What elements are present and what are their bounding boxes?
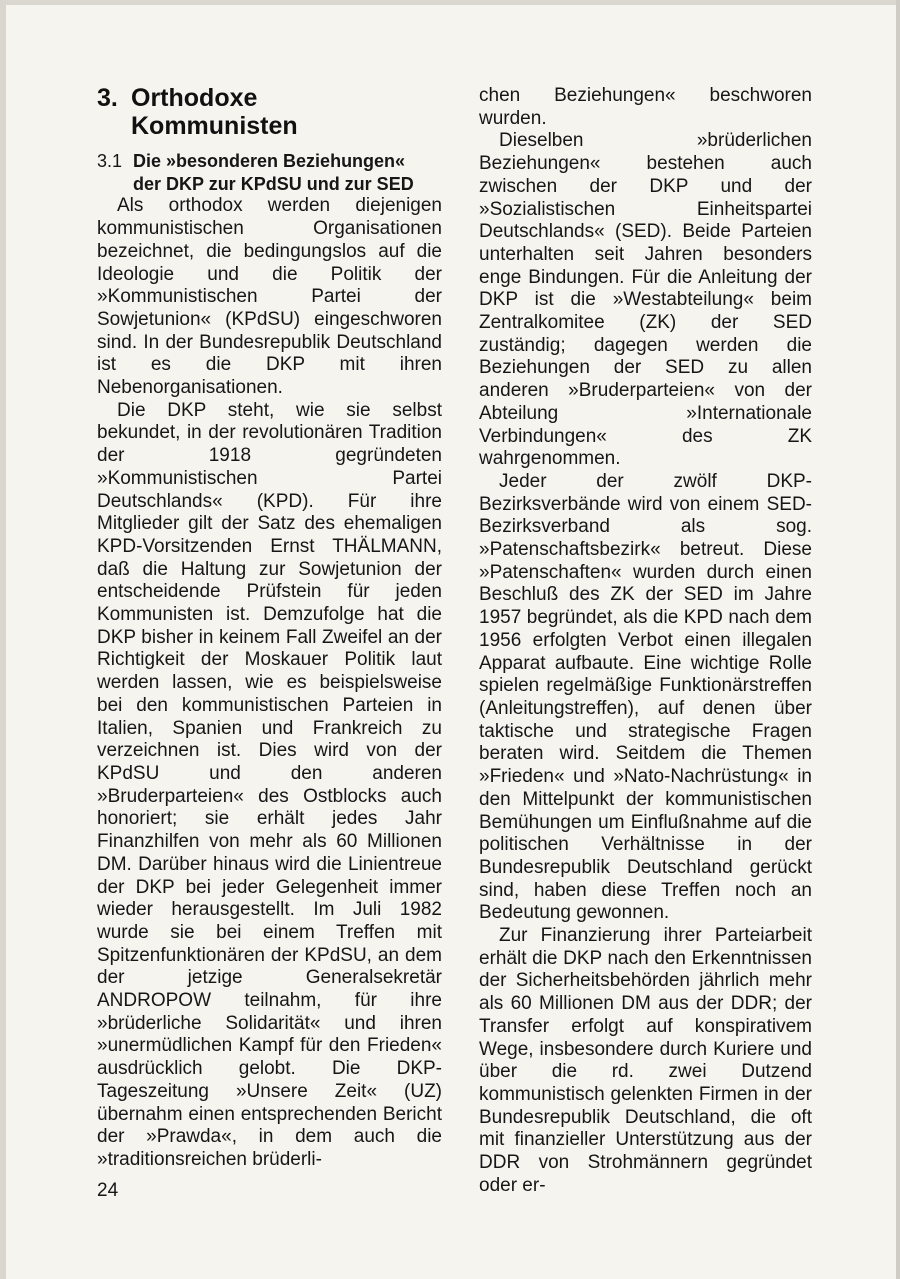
paragraph: Dieselben »brüderlichen Beziehungen« bestehen auch zwischen der DKP und der »Sozialistischen Einheitspartei Deutschlands« (SED). Beide Parteien unterhalten seit Jahren besonders enge Bindungen. Für die Anleitung der DKP ist die »Westabteilung« beim Zentralkomitee (ZK) der SED zuständig; dagegen werden die Beziehungen der SED zu allen anderen »Bruderparteien« von der Abteilung »Internationale Verbindungen« des ZK wahrgenommen. <box>479 130 812 470</box>
section-title-line2: Kommunisten <box>131 112 298 140</box>
page-right-edge <box>896 0 900 1279</box>
section-heading <box>97 84 447 140</box>
page-binding-edge <box>0 0 6 1279</box>
paragraph: Die DKP steht, wie sie selbst bekundet, in der revolutionären Tradition der 1918 gegründeten »Kommunistischen Partei Deutschlands« (KPD). Für ihre Mitglieder gilt der Satz des ehemaligen KPD-Vorsitzenden Ernst THÄLMANN, daß die Haltung zur Sowjetunion der entscheidende Prüfstein für jeden Kommunisten ist. Demzufolge hat die DKP bisher in keinem Fall Zweifel an der Richtigkeit der Moskauer Politik laut werden lassen, wie es beispielsweise bei den kommunistischen Parteien in Italien, Spanien und Frankreich zu verzeichnen ist. Dies wird von der KPdSU und den anderen »Bruderparteien« des Ostblocks auch honoriert; sie erhält jedes Jahr Finanzhilfen von mehr als 60 Millionen DM. Darüber hinaus wird die Linientreue der DKP bei jeder Gelegenheit immer wieder herausgestellt. Im Juli 1982 wurde sie bei einem Treffen mit Spitzenfunktionären der KPdSU, an dem der jetzige Generalsekretär ANDROPOW teilnahm, für ihre »brüderliche Solidarität« und ihren »unermüdlichen Kampf für den Frieden« ausdrücklich gelobt. Die DKP-Tageszeitung »Unsere Zeit« (UZ) übernahm einen entsprechenden Bericht der »Prawda«, in dem auch die »traditionsreichen brüderli- <box>97 399 442 1170</box>
page-number: 24 <box>97 1180 119 1201</box>
paragraph-continuation: chen Beziehungen« beschworen wurden. <box>479 85 812 129</box>
subsection-heading <box>97 150 442 195</box>
paragraph: Als orthodox werden diejenigen kommunistischen Organisationen bezeichnet, die bedingungslos auf die Ideologie und die Politik der »Kommunistischen Partei der Sowjetunion« (KPdSU) eingeschworen sind. In der Bundesrepublik Deutschland ist es die DKP mit ihren Nebenorganisationen. <box>97 195 442 399</box>
section-number: 3. <box>97 84 118 112</box>
subsection-number: 3.1 <box>97 151 123 171</box>
right-column <box>479 85 812 1197</box>
paragraph: Zur Finanzierung ihrer Parteiarbeit erhält die DKP nach den Erkenntnissen der Sicherheitsbehörden jährlich mehr als 60 Millionen DM aus der DDR; der Transfer erfolgt auf konspirativem Wege, insbesondere durch Kuriere und über die rd. zwei Dutzend kommunistisch gelenkten Firmen in der Bundesrepublik Deutschland, die oft mit finanzieller Unterstützung aus der DDR von Strohmännern gegründet oder er- <box>479 925 812 1196</box>
section-title-line1: Orthodoxe <box>131 84 258 112</box>
subsection-title-line2: der DKP zur KPdSU und zur SED <box>133 173 414 194</box>
paragraph: Jeder der zwölf DKP-Bezirksverbände wird von einem SED-Bezirksverband als sog. »Patenschaftsbezirk« betreut. Diese »Patenschaften« wurden durch einen Beschluß des ZK der SED im Jahre 1957 begründet, als die KPD nach dem 1956 erfolgten Verbot einen illegalen Apparat aufbaute. Eine wichtige Rolle spielen regelmäßige Funktionärstreffen (Anleitungstreffen), auf denen über taktische und strategische Fragen beraten wird. Seitdem die Themen »Frieden« und »Nato-Nachrüstung« in den Mittelpunkt der kommunistischen Bemühungen um Einflußnahme auf die politischen Verhältnisse in der Bundesrepublik Deutschland gerückt sind, haben diese Treffen noch an Bedeutung gewonnen. <box>479 470 812 924</box>
page-top-edge <box>0 0 900 5</box>
left-column <box>97 150 442 1172</box>
subsection-title-line1: Die »besonderen Beziehungen« <box>133 151 406 171</box>
